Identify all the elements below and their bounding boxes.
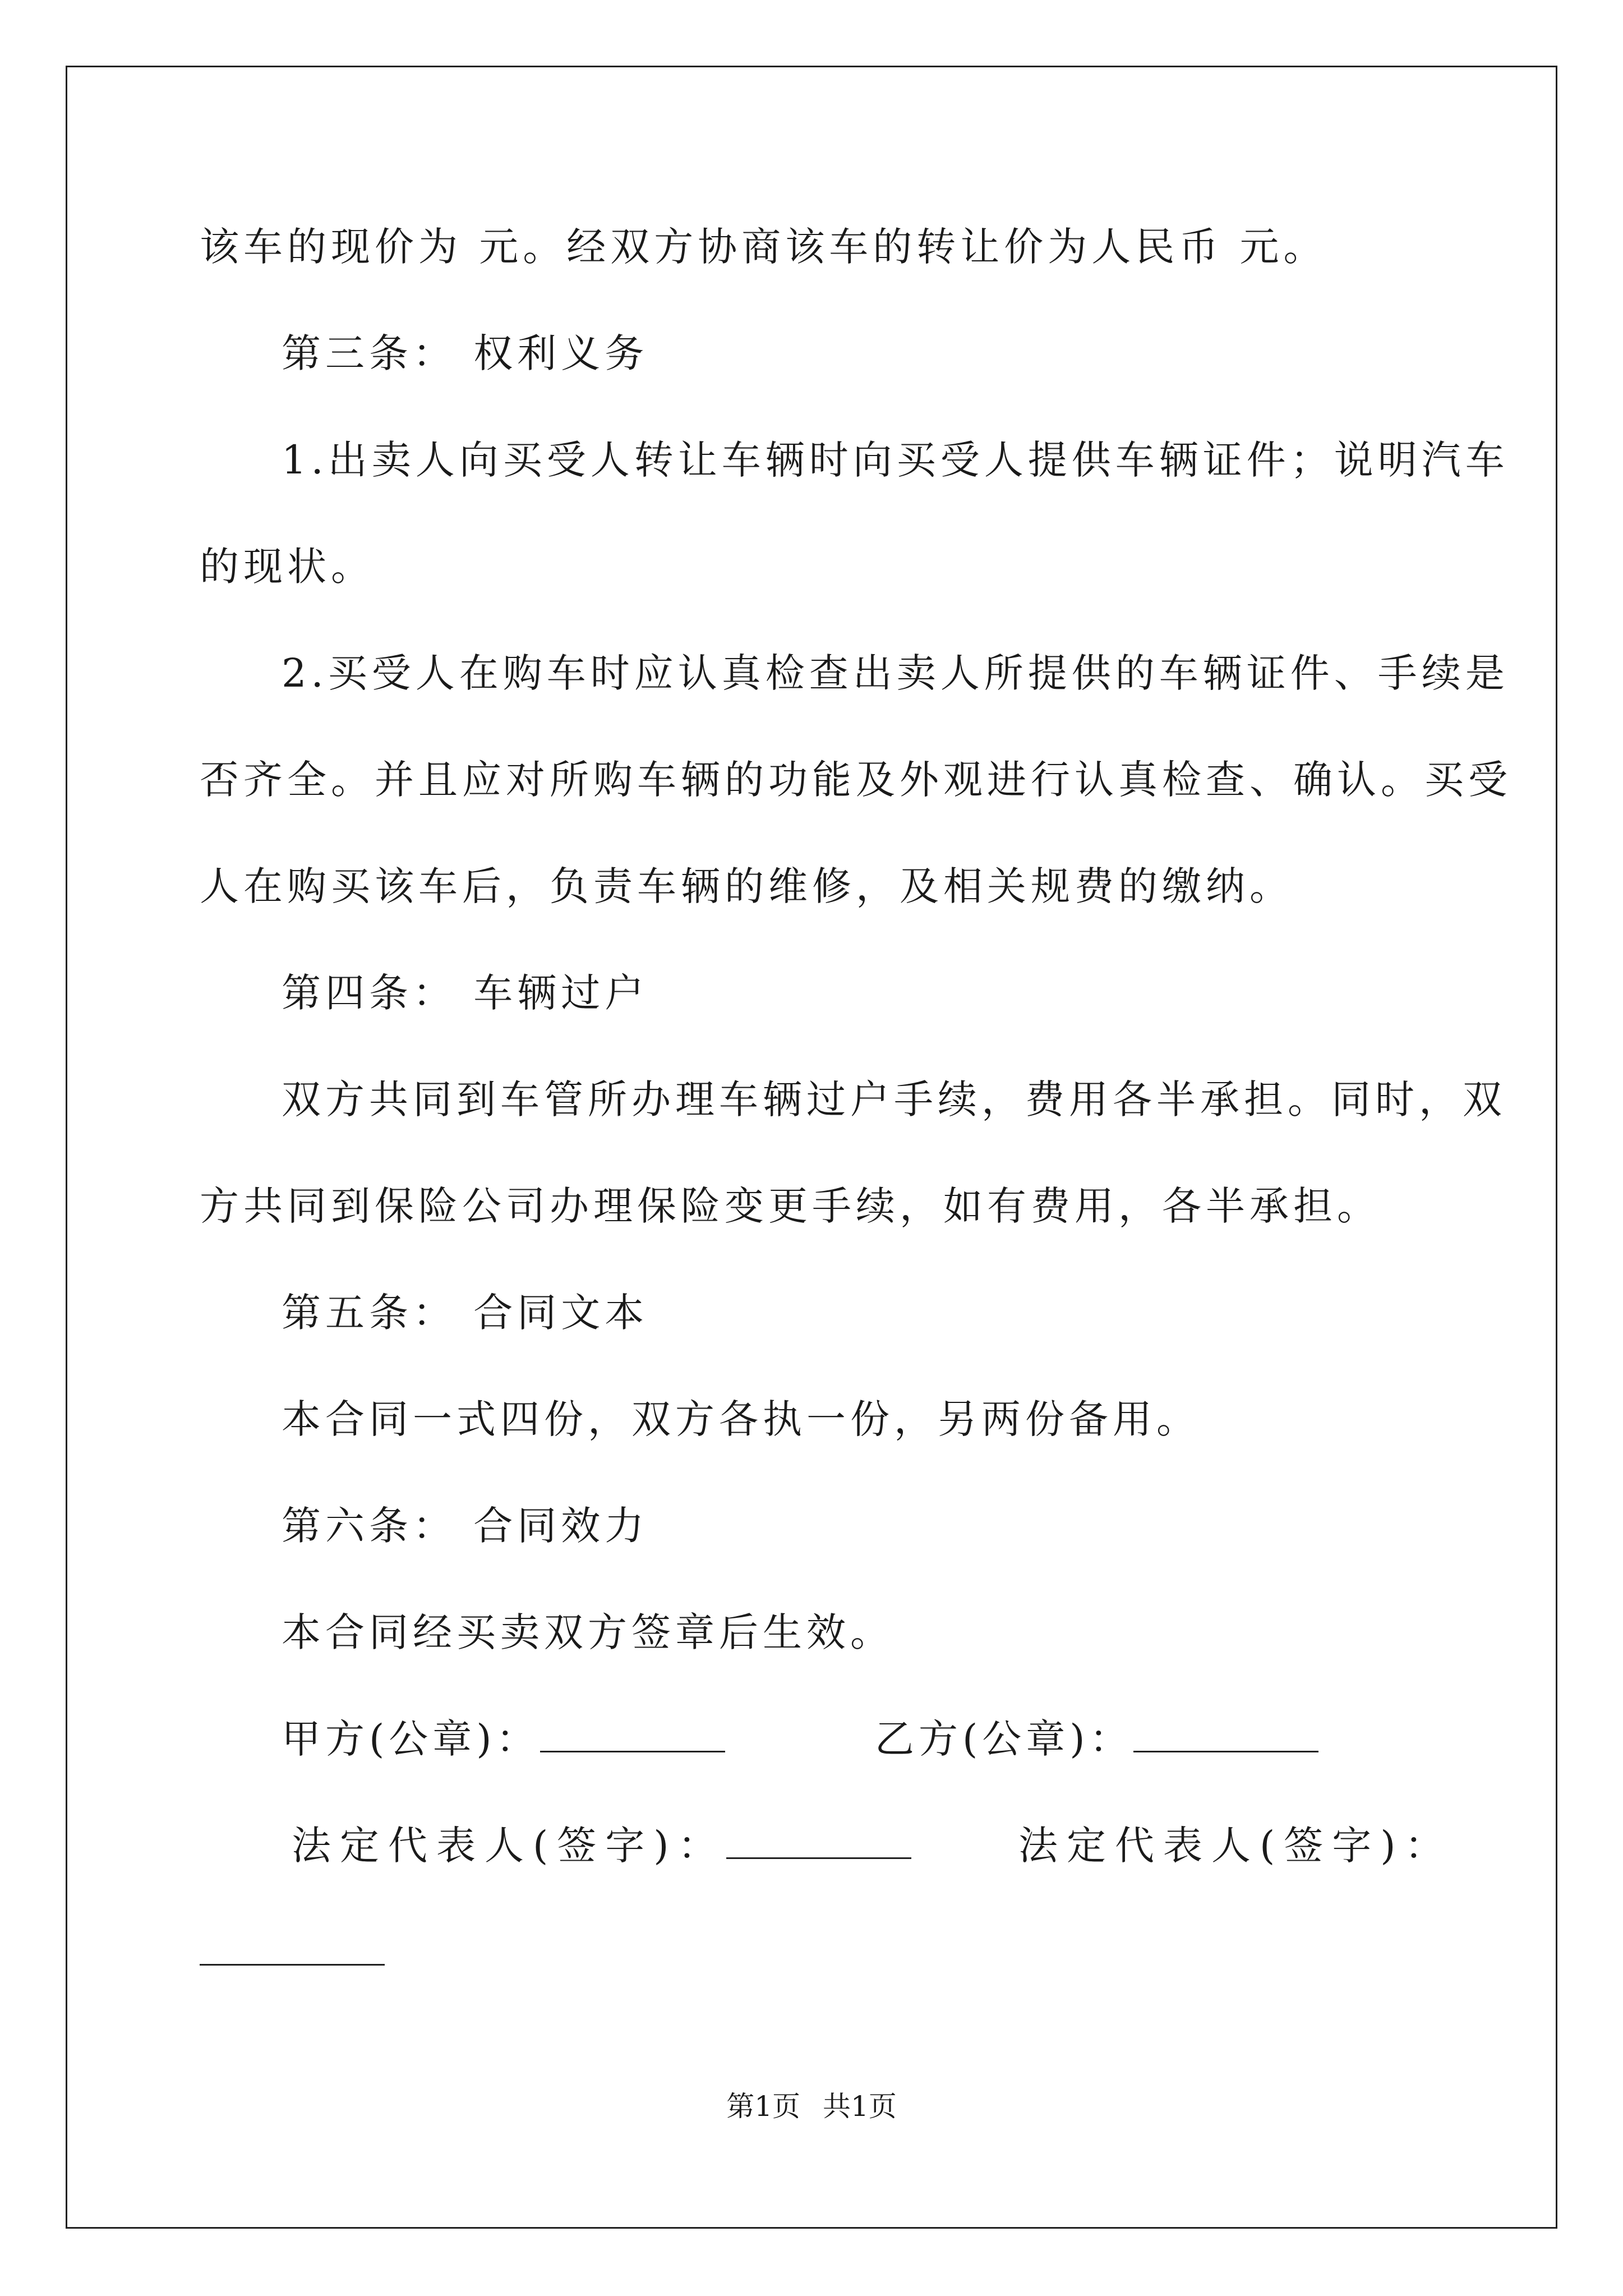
page-footer [0,2087,1623,2126]
signature-rep-a [292,1818,911,1874]
signature-party-a [282,1711,725,1767]
heading-article-3: 第三条： 权利义务 [282,330,649,376]
paragraph-article-5: 本合同一式四份，双方各执一份，另两份备用。 [282,1396,1200,1442]
heading-article-5: 第五条： 合同文本 [282,1290,649,1336]
paragraph-price: 该车的现价为 元。经双方协商该车的转让价为人民币 元。 [200,224,1327,270]
paragraph-article-3-item-1: 1.出卖人向买受人转让车辆时向买受人提供车辆证件；说明汽车 [282,437,1509,483]
page-number: 第1页 [726,2090,801,2123]
signature-rep-b [1018,1818,1453,1874]
heading-article-6: 第六条： 合同效力 [282,1503,649,1549]
paragraph-article-3-item-2-cont: 否齐全。并且应对所购车辆的功能及外观进行认真检查、确认。买受 [200,757,1512,803]
heading-article-4: 第四条： 车辆过户 [282,970,649,1016]
party-a-seal-blank[interactable] [540,1717,725,1752]
signature-rep-b-line [200,1924,385,1980]
rep-a-blank[interactable] [726,1824,911,1859]
paragraph-article-6: 本合同经买卖双方签章后生效。 [282,1609,894,1655]
paragraph-article-3-item-2: 2.买受人在购车时应认真检查出卖人所提供的车辆证件、手续是 [282,650,1509,696]
paragraph-article-3-item-2-cont2: 人在购买该车后，负责车辆的维修，及相关规费的缴纳。 [200,863,1293,909]
page-total: 共1页 [822,2090,897,2123]
party-a-seal-label: 甲方(公章)： [282,1716,540,1762]
rep-b-blank[interactable] [200,1930,385,1966]
party-b-seal-blank[interactable] [1133,1717,1318,1752]
rep-b-label: 法定代表人(签字)： [1018,1823,1453,1869]
page-border [66,66,1557,2229]
paragraph-article-3-item-1-cont: 的现状。 [200,544,375,590]
rep-a-label: 法定代表人(签字)： [292,1823,726,1869]
paragraph-article-4-cont: 方共同到保险公司办理保险变更手续，如有费用，各半承担。 [200,1183,1381,1229]
party-b-seal-label: 乙方(公章)： [875,1716,1133,1762]
signature-party-b [875,1711,1318,1767]
paragraph-article-4: 双方共同到车管所办理车辆过户手续，费用各半承担。同时，双 [282,1076,1506,1122]
